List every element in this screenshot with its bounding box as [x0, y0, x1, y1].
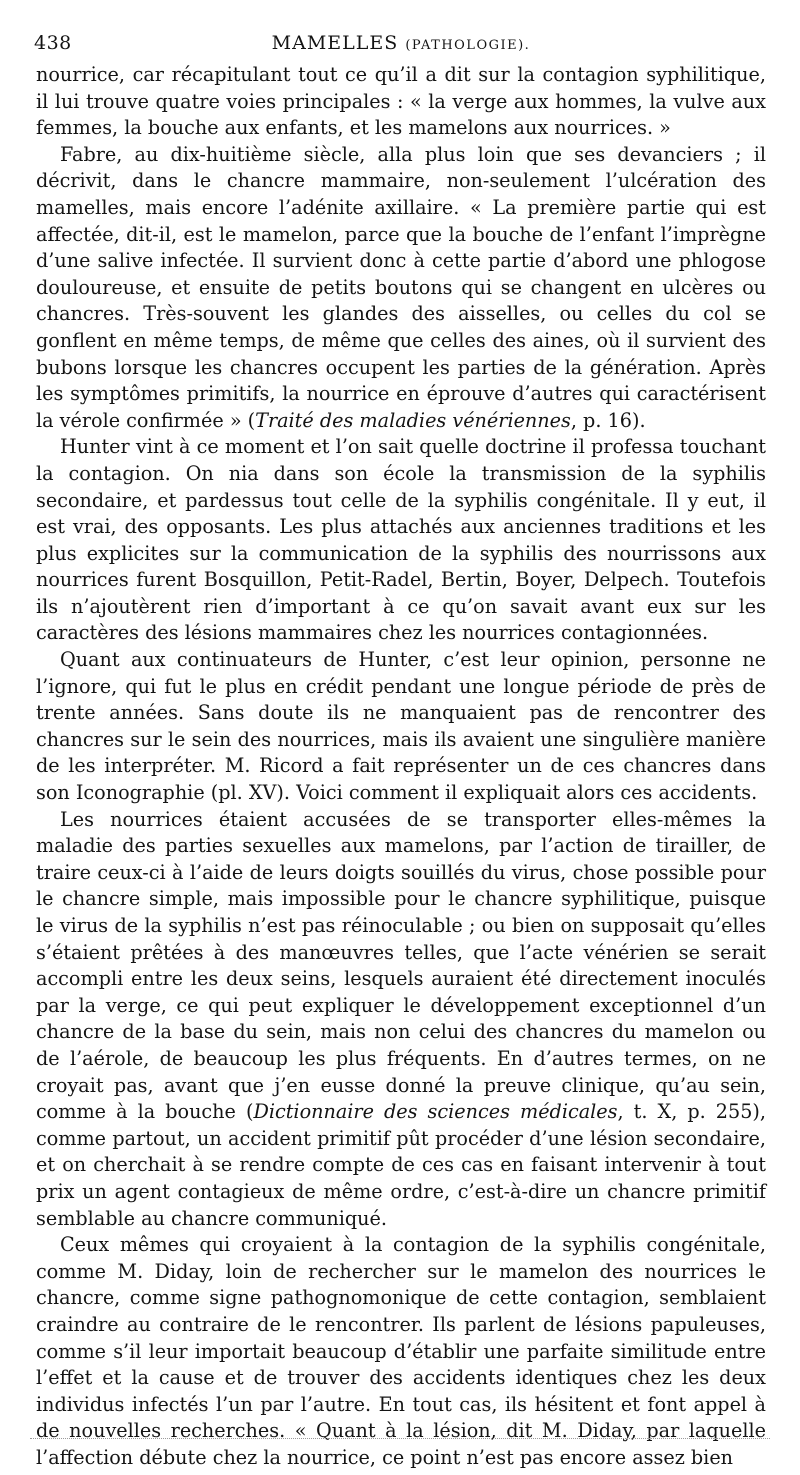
cited-title: Traité des maladies vénériennes [255, 408, 571, 432]
paragraph-text: nourrice, car récapitulant tout ce qu’il a dit sur la contagion syphilitique, il lui trouve quatre voies principales : « la verge aux hommes, la vulve aux femmes, la bouche aux enfants, et les mamelons aux nourrices. » [36, 63, 766, 140]
paragraph [36, 807, 766, 1233]
running-title [36, 32, 766, 54]
cited-title: Dictionnaire des sciences médicales [253, 1100, 618, 1124]
paragraph-text: Fabre, au dix-huitième siècle, alla plus loin que ses devanciers ; il décrivit, dans le chancre mammaire, non-seulement l’ulcération des mamelles, mais encore l’adénite axillaire. « La première partie qui est affectée, dit-il, est le mamelon, parce que la bouche de l’enfant l’imprègne d’une salive infectée. Il survient donc à cette partie d’abord une phlogose douloureuse, et ensuite de petits boutons qui se changent en ulcères ou chancres. Très-souvent les glandes des aisselles, ou celles du col se gonflent en même temps, de même que celles des aines, où il survient des bubons lorsque les chancres occupent les parties de la génération. Après les symptômes primitifs, la nourrice en éprouve d’autres qui caractérisent la vérole confirmée » ( [36, 142, 766, 432]
paragraph-text: Les nourrices étaient accusées de se transporter elles-mêmes la maladie des parties sexuelles aux mamelons, par l’action de tirailler, de traire ceux-ci à l’aide de leurs doigts souillés du virus, chose possible pour le chancre simple, mais impossible pour le chancre syphilitique, puisque le virus de la syphilis n’est pas réinoculable ; ou bien on supposait qu’elles s’étaient prêtées à des manœuvres telles, que l’acte vénérien se serait accompli entre les deux seins, lesquels auraient été directement inoculés par la verge, ce qui peut expliquer le développement exceptionnel d’un chancre de la base du sein, mais non celui des chancres du mamelon ou de l’aérole, de beaucoup les plus fréquents. En d’autres termes, on ne croyait pas, avant que j’en eusse donné la preuve clinique, qu’au sein, comme à la bouche ( [36, 807, 766, 1124]
paragraph-text: Hunter vint à ce moment et l’on sait quelle doctrine il professa touchant la contagion. On nia dans son école la transmission de la syphilis secondaire, et pardessus tout celle de la syphilis congénitale. Il y eut, il est vrai, des opposants. Les plus attachés aux anciennes traditions et les plus explicites sur la communication de la syphilis des nourrissons aux nourrices furent Bosquillon, Petit-Radel, Bertin, Boyer, Delpech. Toutefois ils n’ajoutèrent rien d’important à ce qu’on savait avant eux sur les caractères des lésions mammaires chez les nourrices contagionnées. [36, 435, 766, 645]
running-title-main: MAMELLES [271, 32, 399, 54]
body-text [36, 62, 766, 1471]
paragraph [36, 142, 766, 435]
paragraph-text: Ceux mêmes qui croyaient à la contagion de la syphilis congénitale, comme M. Diday, loin de rechercher sur le mamelon des nourrices le chancre, comme signe pathognomonique de cette contagion, semblaient craindre au contraire de le rencontrer. Ils parlent de lésions papuleuses, comme s’il leur importait beaucoup d’établir une parfaite similitude entre l’effet et la cause et de trouver des accidents identiques chez les deux individus infectés l’un par l’autre. En tout cas, ils hésitent et font appel à de nouvelles recherches. « Quant à la lésion, dit M. Diday, par laquelle l’affection débute chez la nourrice, ce point n’est pas encore assez bien [36, 1233, 766, 1469]
scan-noise-line [30, 1438, 770, 1441]
paragraph-text: , p. 16). [570, 408, 646, 432]
paragraph [36, 62, 766, 142]
page [36, 28, 766, 1471]
paragraph [36, 647, 766, 807]
page-number: 438 [34, 32, 72, 54]
paragraph-text: , t. X, p. 255), comme partout, un accident primitif pût procéder d’une lésion secondaire, et on cherchait à se rendre compte de ces cas en faisant intervenir à tout prix un agent contagieux de même ordre, c’est-à-dire un chancre primitif semblable au chancre communiqué. [36, 1100, 767, 1230]
paragraph-text: Quant aux continuateurs de Hunter, c’est leur opinion, personne ne l’ignore, qui fut le plus en crédit pendant une longue période de près de trente années. Sans doute ils ne manquaient pas de rencontrer des chancres sur le sein des nourrices, mais ils avaient une singulière manière de les interpréter. M. Ricord a fait représenter un de ces chancres dans son Iconographie (pl. XV). Voici comment il expliquait alors ces accidents. [36, 648, 766, 805]
running-title-subtitle: (PATHOLOGIE). [405, 38, 531, 53]
paragraph [36, 1232, 766, 1471]
paragraph [36, 434, 766, 647]
running-head [36, 28, 766, 62]
